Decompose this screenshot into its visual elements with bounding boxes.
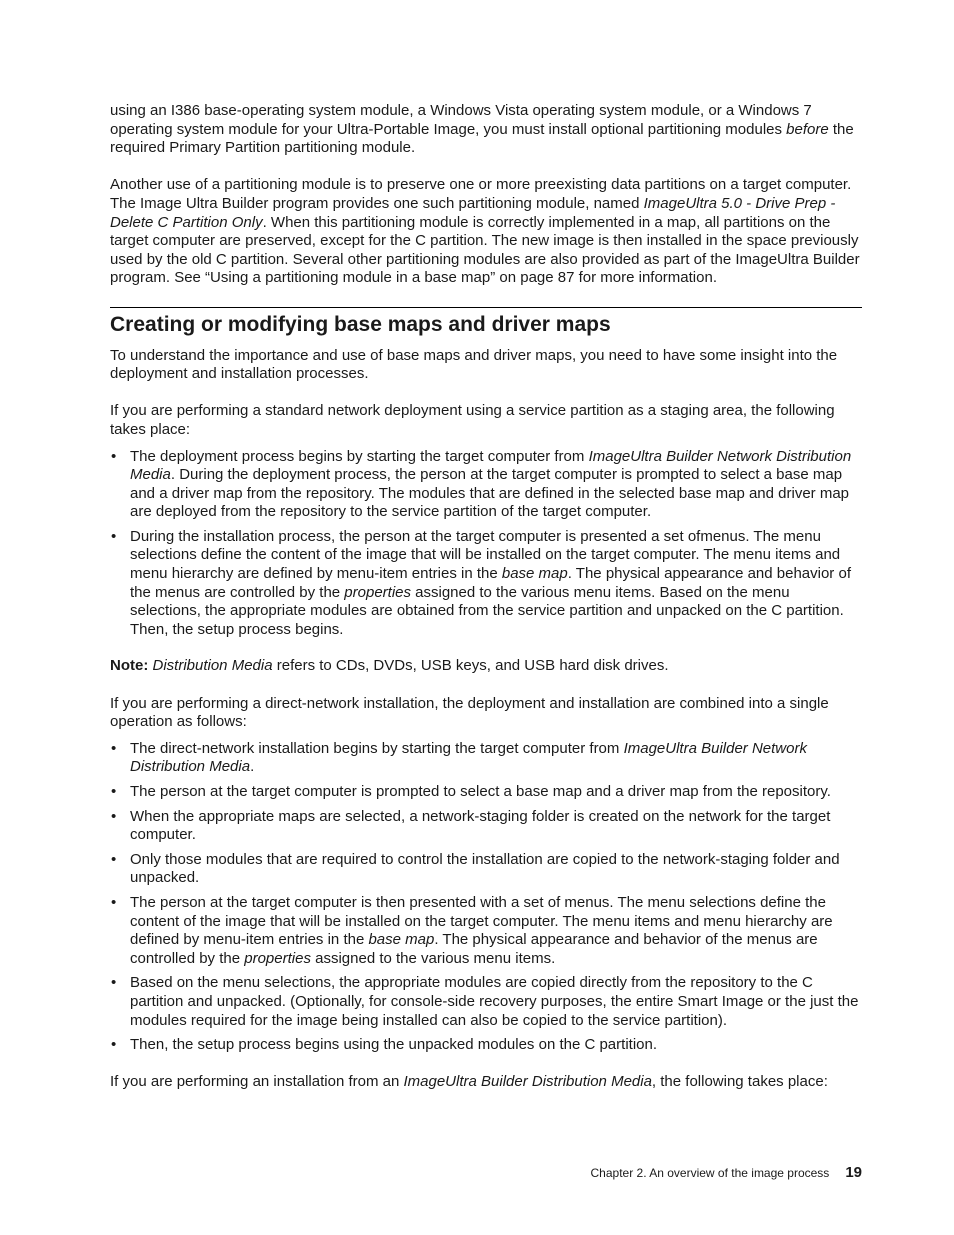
- text-run: The person at the target computer is prompted to select a base map and a driver map from the repository.: [130, 783, 831, 800]
- italic-text: ImageUltra 5.0 - Drive Prep - Delete C Partition Only: [110, 194, 836, 231]
- text-run: .: [250, 758, 255, 776]
- section-divider: [110, 307, 862, 308]
- text-run: . When this partitioning module is correctly implemented in a map, all partitions on the target computer are preserved, except for the C partition. The new image is then installed in the space previously used by the old C partition. Several other partitioning modules are also provided as part of the ImageUltra Builder program. See “Using a partitioning module in a base map” on page 87 for more information.: [110, 213, 860, 287]
- list-item: [110, 808, 862, 845]
- text-run: using an I386 base-operating system module, a Windows Vista operating system module, or a Windows 7 operating system module for your Ultra-Portable Image, you must install optional partitioning modules: [110, 102, 812, 138]
- text-run: . The physical appearance and behavior of the menus are controlled by the: [130, 565, 851, 601]
- list-item: [110, 894, 862, 968]
- page-number: 19: [845, 1164, 862, 1181]
- text-run: Then, the setup process begins using the unpacked modules on the C partition.: [130, 1036, 657, 1054]
- standard-deployment-list: [110, 448, 862, 640]
- italic-text: ImageUltra Builder Network Distribution Media: [130, 739, 807, 776]
- direct-network-list: [110, 740, 862, 1055]
- paragraph-preserve-partitions: [110, 176, 862, 288]
- text-run: When the appropriate maps are selected, a network-staging folder is created on the network for the target computer.: [130, 807, 831, 844]
- italic-text: Distribution Media: [152, 657, 273, 675]
- italic-text: properties: [344, 583, 411, 601]
- paragraph-direct-network: [110, 695, 862, 732]
- text-run: Based on the menu selections, the appropriate modules are copied directly from the repository to the C partition and unpacked. (Optionally, for console-side recovery purposes, the entire Smart Image or the just the modules required for the image being installed can also be copied to the service partition).: [130, 974, 859, 1029]
- note: [110, 657, 862, 676]
- text-run: the required Primary Partition partitioning module.: [110, 120, 854, 157]
- list-item: [110, 783, 862, 802]
- text-run: . During the deployment process, the person at the target computer is prompted to select a base map and a driver map from the repository. The modules that are defined in the selected base map and driver map are deployed from the repository to the service partition of the target computer.: [130, 466, 850, 521]
- italic-text: ImageUltra Builder Distribution Media: [403, 1072, 652, 1090]
- text-run: The direct-network installation begins by starting the target computer from: [130, 739, 624, 757]
- paragraph-standard-deployment: [110, 402, 862, 439]
- list-item: [110, 851, 862, 888]
- text-run: , the following takes place:: [651, 1072, 828, 1090]
- section-heading: Creating or modifying base maps and driver maps: [110, 312, 611, 336]
- italic-text: ImageUltra Builder Network Distribution Media: [130, 447, 852, 484]
- text-run: If you are performing a direct-network installation, the deployment and installation are combined into a single operation as follows:: [110, 694, 829, 731]
- footer-chapter: Chapter 2. An overview of the image process: [590, 1166, 830, 1180]
- document-body: [110, 102, 862, 1110]
- list-item: [110, 740, 862, 777]
- text-run: If you are performing a standard network deployment using a service partition as a staging area, the following takes place:: [110, 402, 835, 438]
- text-run: To understand the importance and use of base maps and driver maps, you need to have some insight into the deployment and installation processes.: [110, 346, 838, 383]
- text-run: refers to CDs, DVDs, USB keys, and USB hard disk drives.: [272, 657, 669, 675]
- italic-text: properties: [244, 949, 311, 967]
- bold-text: Note:: [110, 657, 153, 675]
- italic-text: base map: [501, 565, 568, 583]
- text-run: If you are performing an installation from an: [110, 1072, 404, 1090]
- list-item: [110, 528, 862, 640]
- text-run: The person at the target computer is then presented with a set of menus. The menu selections define the content of the image that will be installed on the target computer. The menu items and menu hierarchy are defined by menu-item entries in the: [130, 893, 833, 949]
- list-item: [110, 974, 862, 1030]
- text-run: . The physical appearance and behavior of the menus are controlled by the: [130, 931, 818, 967]
- text-run: assigned to the various menu items.: [310, 949, 556, 967]
- page-footer: [591, 1164, 862, 1182]
- list-item: [110, 1036, 862, 1055]
- text-run: Only those modules that are required to control the installation are copied to the network-staging folder and unpacked.: [130, 850, 840, 887]
- paragraph-partition-install-order: [110, 102, 862, 158]
- italic-text: before: [786, 120, 829, 138]
- text-run: During the installation process, the person at the target computer is presented a set ofmenus. The menu selections define the content of the image that will be installed on the target computer. The menu items and menu hierarchy are defined by menu-item entries in the: [130, 527, 841, 583]
- list-item: [110, 448, 862, 522]
- paragraph-distribution-media: [110, 1073, 862, 1092]
- text-run: Another use of a partitioning module is to preserve one or more preexisting data partitions on a target computer. The Image Ultra Builder program provides one such partitioning module, named: [110, 176, 852, 212]
- paragraph-intro: [110, 347, 862, 384]
- text-run: assigned to the various menu items. Based on the menu selections, the appropriate modules are obtained from the service partition and unpacked on the C partition. Then, the setup process begins.: [130, 583, 844, 638]
- italic-text: base map: [368, 931, 435, 949]
- text-run: The deployment process begins by starting the target computer from: [130, 447, 589, 465]
